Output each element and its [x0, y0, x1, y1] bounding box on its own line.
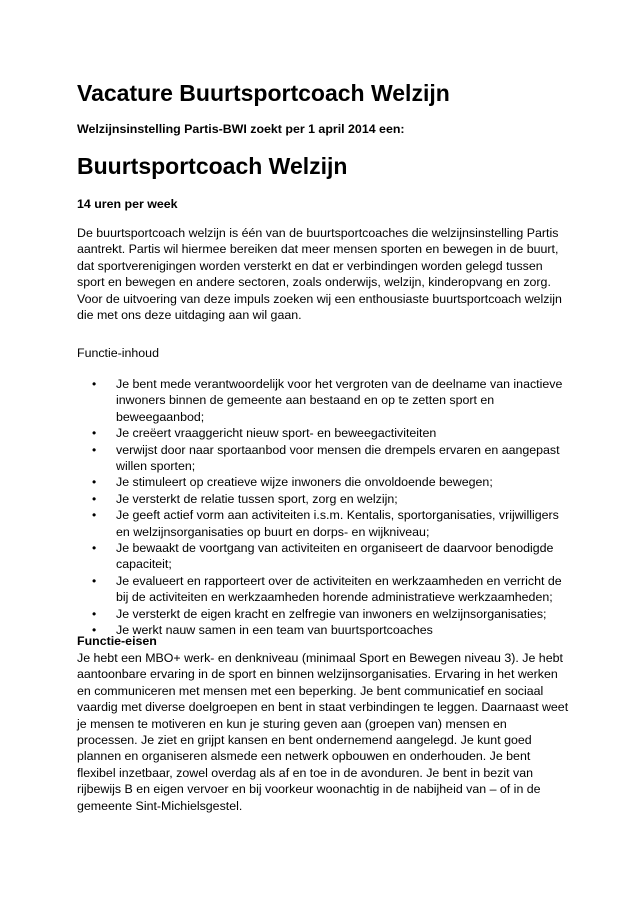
job-heading: Buurtsportcoach Welzijn: [77, 153, 348, 179]
list-item: [77, 491, 572, 507]
bullet-icon: •: [92, 491, 97, 506]
requirements-paragraph: Je hebt een MBO+ werk- en denkniveau (minimaal Sport en Bewegen niveau 3). Je hebt aantoonbare ervaring in de sport en binnen welzijnsorganisaties. Ervaring in het werken en communiceren met mensen met een beperking. Je bent communicatief en sociaal vaardig met diverse doelgroepen en bent in staat verbindingen te leggen. Daarnaast weet je mensen te motiveren en kun je sturing geven aan (groepen van) mensen en processen. Je ziet en grijpt kansen en bent ondernemend aangelegd. Je kunt goed plannen en organiseren alsmede een netwerk opbouwen en onderhouden. Je bent flexibel inzetbaar, zowel overdag als af en toe in de avonduren. Je bent in bezit van rijbewijs B en eigen vervoer en bij voorkeur woonachtig in de nabijheid van – of in de gemeente Sint-Michielsgestel.: [77, 651, 569, 813]
document-subtitle: Welzijnsinstelling Partis-BWI zoekt per 1 april 2014 een:: [77, 122, 405, 136]
functie-inhoud-label: Functie-inhoud: [77, 346, 159, 360]
intro-paragraph: De buurtsportcoach welzijn is één van de buurtsportcoaches die welzijnsinstelling Partis aantrekt. Partis wil hiermee bereiken dat meer mensen sporten en bewegen in de buurt, dat sportverenigingen worden versterkt en dat er verbindingen worden gelegd tussen sport en bewegen en andere sectoren, zoals onderwijs, welzijn, kinderopvang en zorg.: [77, 226, 559, 290]
bullet-icon: •: [92, 442, 97, 457]
bullet-icon: •: [92, 508, 97, 523]
list-item-text: Je versterkt de relatie tussen sport, zorg en welzijn;: [116, 491, 398, 506]
bullet-icon: •: [92, 426, 97, 441]
list-item-text: Je creëert vraaggericht nieuw sport- en beweegactiviteiten: [116, 426, 437, 441]
bullet-icon: •: [92, 606, 97, 621]
list-item: [77, 474, 572, 490]
intro-section: [77, 225, 567, 323]
bullet-icon: •: [92, 573, 97, 588]
list-item: [77, 606, 572, 622]
list-item-text: Je werkt nauw samen in een team van buurtsportcoaches: [116, 623, 433, 638]
list-item: [77, 376, 572, 425]
functie-eisen-label: Functie-eisen: [77, 634, 157, 648]
list-item-text: Je versterkt de eigen kracht en zelfregie van inwoners en welzijnsorganisaties;: [116, 606, 547, 621]
list-item-text: Je bewaakt de voortgang van activiteiten en organiseert de daarvoor benodigde capaciteit;: [116, 541, 554, 572]
bullet-icon: •: [92, 377, 97, 391]
list-item-text: verwijst door naar sportaanbod voor mensen die drempels ervaren en aangepast willen sporten;: [116, 442, 560, 474]
bullet-icon: •: [92, 623, 97, 638]
list-item-text: Je stimuleert op creatieve wijze inwoners die onvoldoende bewegen;: [116, 475, 493, 490]
list-item: [77, 442, 572, 475]
list-item: [77, 425, 572, 441]
intro-paragraph: Voor de uitvoering van deze impuls zoeken wij een enthousiaste buurtsportcoach welzijn die met ons deze uitdaging aan wil gaan.: [77, 291, 562, 323]
duties-list: [77, 376, 572, 639]
list-item-text: Je evalueert en rapporteert over de activiteiten en werkzaamheden en verricht de bij de activiteiten en werkzaamheden horende administratieve werkzaamheden;: [116, 573, 562, 605]
hours-per-week: 14 uren per week: [77, 197, 178, 211]
list-item: [77, 573, 572, 606]
bullet-icon: •: [92, 475, 97, 490]
list-item: [77, 507, 572, 540]
list-item-text: Je bent mede verantwoordelijk voor het vergroten van de deelname van inactieve inwoners binnen de gemeente aan bestaand en op te zetten sport en beweegaanbod;: [116, 377, 563, 424]
bullet-icon: •: [92, 541, 97, 556]
document-title: Vacature Buurtsportcoach Welzijn: [77, 80, 450, 106]
list-item-text: Je geeft actief vorm aan activiteiten i.s.m. Kentalis, sportorganisaties, vrijwilligers en welzijnsorganisaties op buurt en dorps- en wijkniveau;: [116, 508, 559, 539]
list-item: [77, 540, 572, 573]
